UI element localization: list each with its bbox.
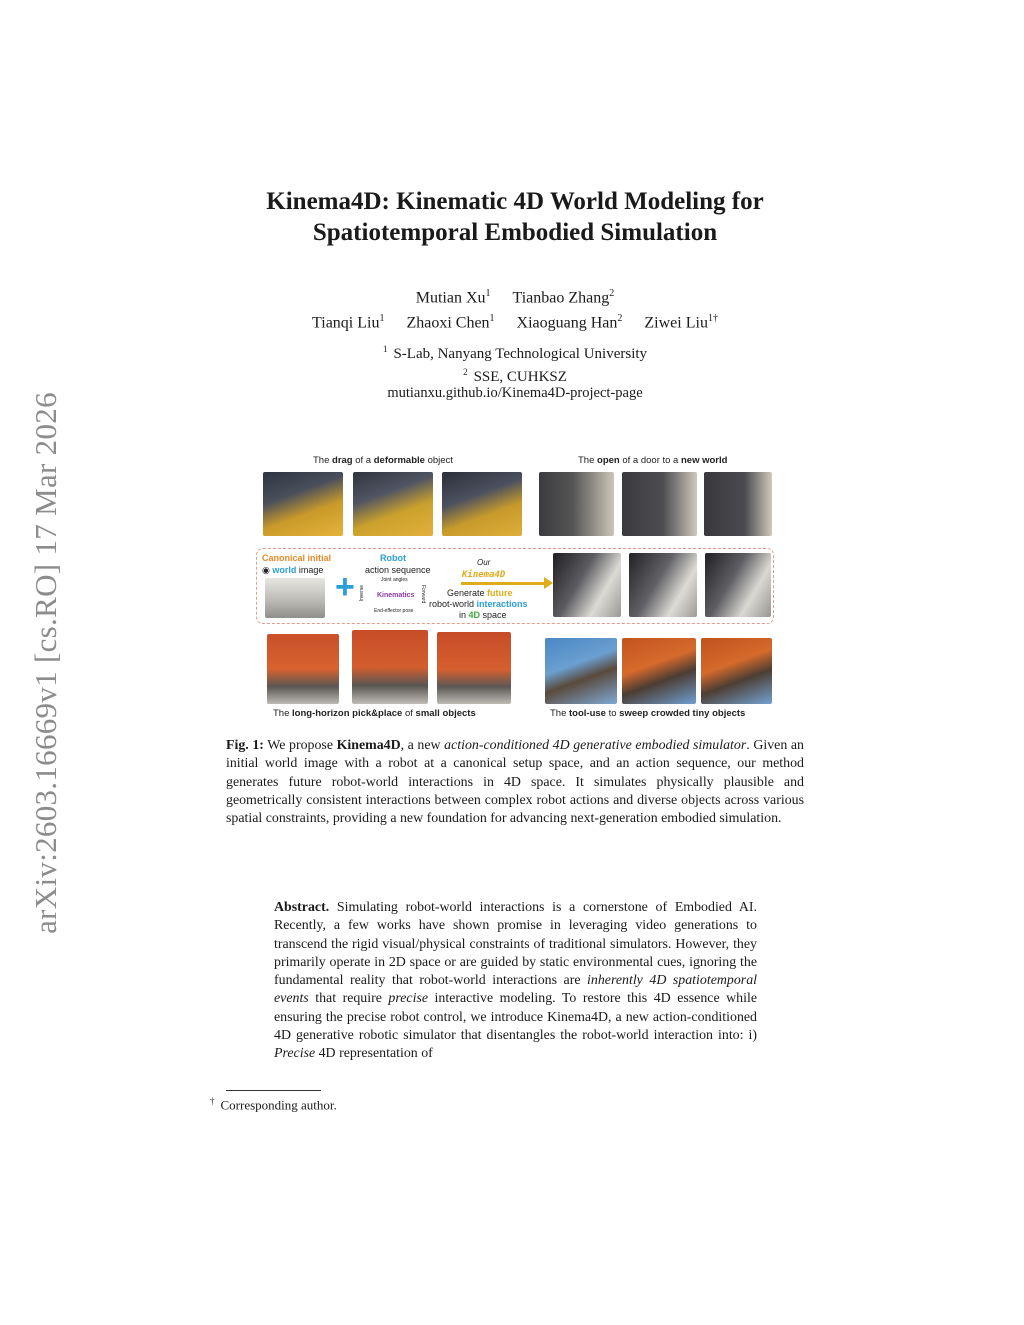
arxiv-identifier-text: arXiv:2603.16669v1 [cs.RO] 17 Mar 2026 xyxy=(28,391,63,934)
author: Zhaoxi Chen$^1$ xyxy=(406,313,495,332)
canonical-initial-label: Canonical initial xyxy=(262,553,332,563)
teaser-figure xyxy=(255,452,775,724)
author: Mutian Xu$^1$ xyxy=(415,288,491,307)
author-row-2 xyxy=(200,308,830,333)
end-effector-label: End-effector pose xyxy=(374,608,414,614)
door-frame-3 xyxy=(704,472,772,536)
output-frame-1 xyxy=(553,553,621,617)
sweep-frame-1 xyxy=(545,638,617,704)
world-image-label: ◉ world image xyxy=(262,565,324,575)
robot-world-interactions-label: robot-world interactions xyxy=(429,599,528,609)
author: Tianbao Zhang$^2$ xyxy=(512,288,615,307)
affiliation: $^1$ S-Lab, Nanyang Technological University xyxy=(382,344,648,362)
output-frame-2 xyxy=(629,553,697,617)
door-frame-2 xyxy=(622,472,697,536)
kinematics-label: Kinematics xyxy=(377,592,415,599)
affiliation: $^2$ SSE, CUHKSZ xyxy=(463,367,567,385)
paper-title xyxy=(150,186,880,248)
project-page-link[interactable]: mutianxu.github.io/Kinema4D-project-page xyxy=(387,385,643,401)
title-line-1: Kinema4D: Kinematic 4D World Modeling for xyxy=(266,188,764,215)
generate-arrow xyxy=(461,582,545,585)
output-frame-3 xyxy=(705,553,771,617)
pickplace-frame-3 xyxy=(437,632,511,704)
affiliations xyxy=(250,340,780,386)
pickplace-frame-1 xyxy=(267,634,339,704)
method-panel xyxy=(256,548,774,624)
drag-frame-1 xyxy=(263,472,343,536)
sweep-frame-2 xyxy=(622,638,696,704)
camera-icon: ◉ xyxy=(262,565,270,575)
door-frame-1 xyxy=(539,472,614,536)
footnote: † Corresponding author. xyxy=(210,1096,337,1113)
forward-label: Forward xyxy=(420,585,426,604)
initial-world-image xyxy=(265,578,325,618)
footnote-rule xyxy=(226,1090,321,1091)
plus-icon: + xyxy=(335,568,355,606)
inverse-label: Inverse xyxy=(359,585,365,602)
in-4d-space-label: in 4D space xyxy=(459,610,507,620)
arxiv-identifier xyxy=(22,370,70,955)
label-pick-place: The long-horizon pick&place of small objects xyxy=(273,708,476,719)
model-name-label: Kinema4D xyxy=(462,570,506,580)
author: Ziwei Liu$^{1\dagger}$ xyxy=(644,313,718,332)
figure-caption: Fig. 1: We propose Kinema4D, a new action-conditioned 4D generative embodied simulator. Given an initial world image with a robot at a canonical setup space, and an action sequence, our method generates future robot-world interactions in 4D space. It simulates physically plausible and geometrically consistent interactions between complex robot actions and diverse objects across various spatial constraints, providing a new foundation for advancing next-generation embodied simulation. xyxy=(226,738,804,827)
sweep-frame-3 xyxy=(701,638,772,704)
drag-frame-2 xyxy=(353,472,433,536)
drag-frame-3 xyxy=(442,472,522,536)
author-row-1 xyxy=(200,283,830,308)
abstract: Abstract. Simulating robot-world interactions is a cornerstone of Embodied AI. Recently, a few works have shown promise in leveraging video generations to transcend the rigid visual/physical constraints of traditional simulators. However, they primarily operate in 2D space or are guided by static environmental cues, ignoring the fundamental reality that robot-world interactions are inherently 4D spatiotemporal events that require precise interactive modeling. To restore this 4D essence while ensuring the precise robot control, we introduce Kinema4D, a new action-conditioned 4D generative robotic simulator that disentangles the robot-world interaction into: i) Precise 4D representation of xyxy=(274,900,758,1062)
joint-angles-label: Joint angles xyxy=(381,577,408,583)
robot-label: Robot xyxy=(380,553,406,563)
label-tool-use: The tool-use to sweep crowded tiny objects xyxy=(550,708,746,719)
our-label: Our xyxy=(477,558,491,567)
label-drag-deformable: The drag of a deformable object xyxy=(313,455,453,466)
author: Tianqi Liu$^1$ xyxy=(312,313,385,332)
generate-future-label: Generate future xyxy=(447,588,513,598)
author-list xyxy=(200,283,830,334)
pickplace-frame-2 xyxy=(352,630,428,704)
title-line-2: Spatiotemporal Embodied Simulation xyxy=(312,219,718,246)
label-open-door: The open of a door to a new world xyxy=(578,455,728,466)
action-sequence-label: action sequence xyxy=(365,565,431,575)
author: Xiaoguang Han$^2$ xyxy=(516,313,623,332)
